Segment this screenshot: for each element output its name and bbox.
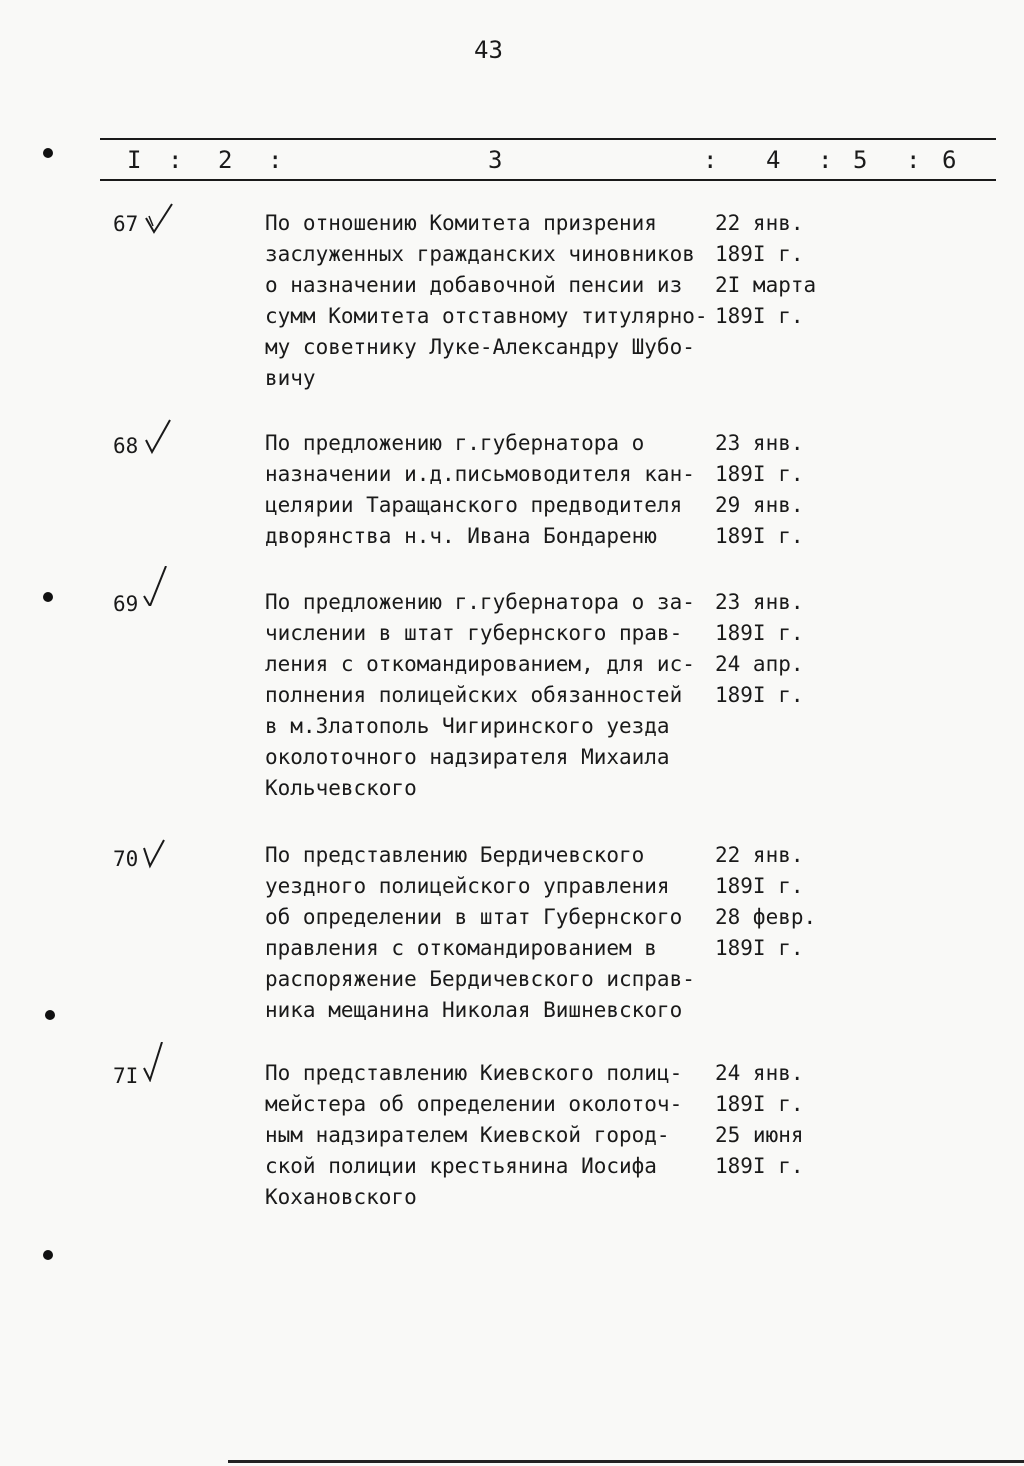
check-mark-icon (142, 418, 182, 458)
entry-description: По представлению Киевского полиц- мейстера об определении околоточ- ным надзирателем Киевской город- ской полиции крестьянина Иосифа Кохановского (265, 1061, 683, 1209)
entry-number: 69 (113, 592, 139, 616)
entry-description: По представлению Бердичевского уездного полицейского управления об определении в штат Губернского правления с откомандированием в распоряжение Бердичевского исправ- ника мещанина Николая Вишневского (265, 843, 695, 1022)
header-col-4: 4 (766, 146, 781, 174)
entry-number: 7I (113, 1064, 139, 1088)
header-col-1: I (127, 146, 142, 174)
check-mark-icon (142, 1042, 182, 1082)
header-sep: : (906, 146, 921, 174)
header-col-3: 3 (488, 146, 503, 174)
header-sep: : (268, 146, 283, 174)
page-bottom-rule (228, 1460, 1024, 1463)
header-col-6: 6 (942, 146, 957, 174)
entry-description: По предложению г.губернатора о назначении и.д.письмоводителя кан- целярии Таращанского предводителя дворянства н.ч. Ивана Бондареню (265, 431, 695, 548)
header-col-2: 2 (218, 146, 233, 174)
entry-dates: 22 янв. 189I г. 2I марта 189I г. (715, 211, 817, 328)
check-mark-icon (142, 566, 182, 606)
check-mark-icon (142, 834, 182, 874)
entry-description: По отношению Комитета призрения заслуженных гражданских чиновников о назначении добавочной пенсии из сумм Комитета отставному титулярно- му советнику Луке-Александру Шубо- вичу (265, 211, 708, 390)
header-col-5: 5 (853, 146, 868, 174)
entry-number: 67 (113, 212, 139, 236)
page-number: 43 (474, 36, 503, 64)
punch-hole (43, 148, 53, 158)
entry-dates: 23 янв. 189I г. 29 янв. 189I г. (715, 431, 804, 548)
punch-hole (43, 592, 53, 602)
entry-dates: 24 янв. 189I г. 25 июня 189I г. (715, 1061, 804, 1178)
entry-number: 68 (113, 434, 139, 458)
header-sep: : (703, 146, 718, 174)
punch-hole (43, 1250, 53, 1260)
check-mark-icon (142, 200, 182, 240)
entry-dates: 23 янв. 189I г. 24 апр. 189I г. (715, 590, 804, 707)
punch-hole (45, 1010, 55, 1020)
header-top-rule (100, 138, 996, 140)
header-bottom-rule (100, 179, 996, 181)
entry-description: По предложению г.губернатора о за- числении в штат губернского прав- ления с откомандированием, для ис- полнения полицейских обязанностей в м.Златополь Чигиринского уезда околоточного надзирателя Михаила Кольчевского (265, 590, 695, 800)
entry-dates: 22 янв. 189I г. 28 февр. 189I г. (715, 843, 817, 960)
entry-number: 70 (113, 847, 139, 871)
header-sep: : (168, 146, 183, 174)
header-sep: : (818, 146, 833, 174)
